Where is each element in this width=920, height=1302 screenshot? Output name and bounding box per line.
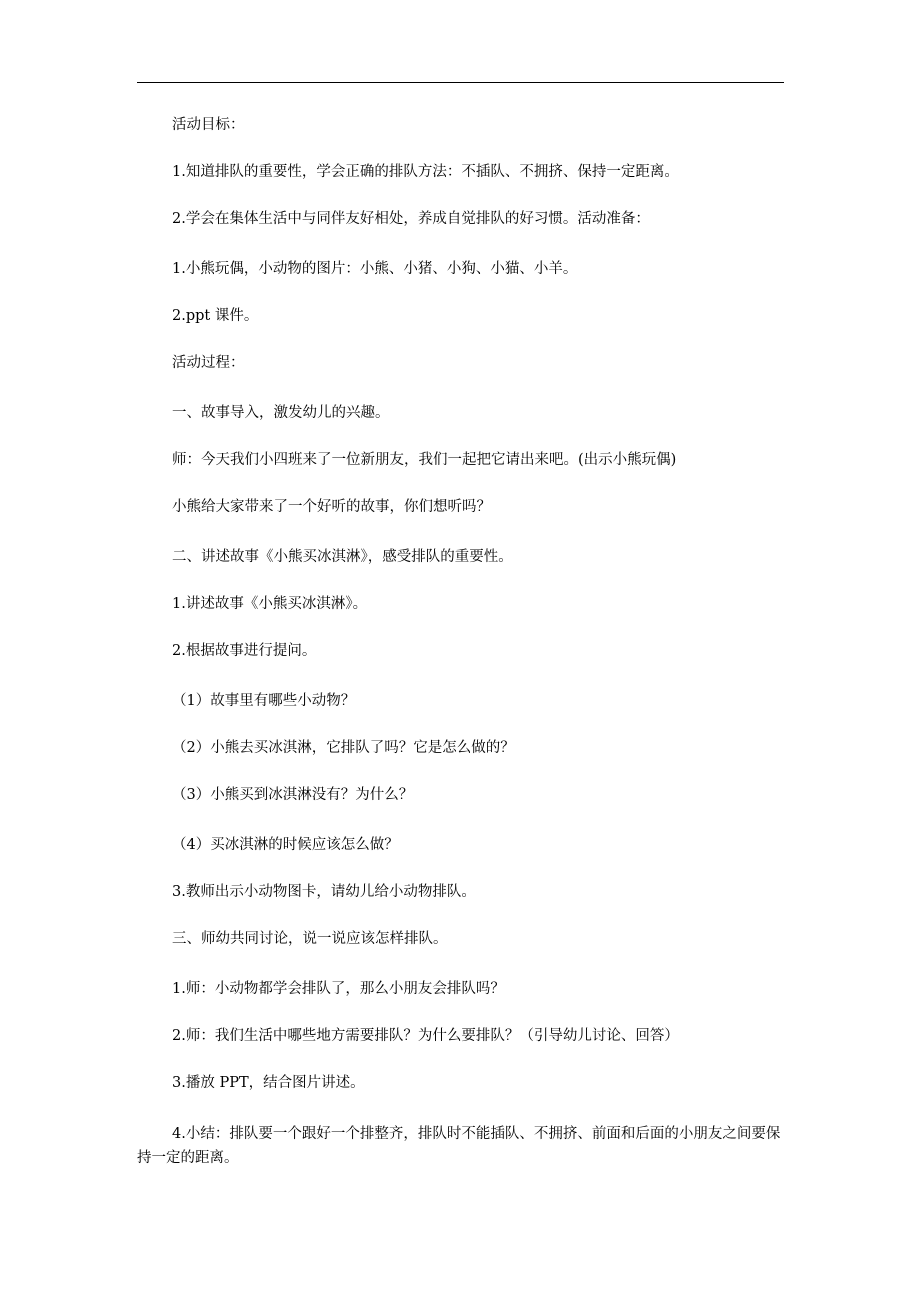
paragraph-ask-questions: 2.根据故事进行提问。	[172, 643, 317, 659]
paragraph-prep-1: 1.小熊玩偶，小动物的图片：小熊、小猪、小狗、小猫、小羊。	[172, 261, 578, 277]
paragraph-tell-story: 1.讲述故事《小熊买冰淇淋》。	[172, 596, 368, 612]
paragraph-play-ppt: 3.播放 PPT，结合图片讲述。	[172, 1075, 365, 1091]
paragraph-question-2: （2）小熊去买冰淇淋，它排队了吗？它是怎么做的？	[172, 740, 515, 756]
paragraph-discussion-1: 1.师：小动物都学会排队了，那么小朋友会排队吗？	[172, 981, 505, 997]
paragraph-question-3: （3）小熊买到冰淇淋没有？为什么？	[172, 787, 414, 803]
paragraph-question-4: （4）买冰淇淋的时候应该怎么做？	[172, 837, 399, 853]
paragraph-teacher-intro: 师：今天我们小四班来了一位新朋友，我们一起把它请出来吧。(出示小熊玩偶)	[172, 452, 677, 468]
paragraph-heading-goals: 活动目标：	[172, 117, 245, 133]
paragraph-section-2: 二、讲述故事《小熊买冰淇淋》，感受排队的重要性。	[172, 549, 513, 565]
paragraph-summary: 4.小结：排队要一个跟好一个排整齐，排队时不能插队、不拥挤、前面和后面的小朋友之间要保持一定的距离。	[137, 1126, 781, 1166]
paragraph-question-1: （1）故事里有哪些小动物？	[172, 693, 356, 709]
paragraph-goal-1: 1.知道排队的重要性，学会正确的排队方法：不插队、不拥挤、保持一定距离。	[172, 164, 679, 180]
paragraph-section-1: 一、故事导入，激发幼儿的兴趣。	[172, 405, 390, 421]
paragraph-discussion-2: 2.师：我们生活中哪些地方需要排队？为什么要排队？（引导幼儿讨论、回答）	[172, 1028, 679, 1044]
paragraph-prep-2: 2.ppt 课件。	[172, 308, 259, 324]
paragraph-goal-2: 2.学会在集体生活中与同伴友好相处，养成自觉排队的好习惯。活动准备：	[172, 211, 650, 227]
header-rule	[137, 82, 784, 83]
paragraph-bear-story: 小熊给大家带来了一个好听的故事，你们想听吗？	[172, 499, 491, 515]
paragraph-animal-cards: 3.教师出示小动物图卡，请幼儿给小动物排队。	[172, 884, 476, 900]
paragraph-heading-process: 活动过程：	[172, 355, 245, 371]
paragraph-section-3: 三、师幼共同讨论，说一说应该怎样排队。	[172, 931, 448, 947]
